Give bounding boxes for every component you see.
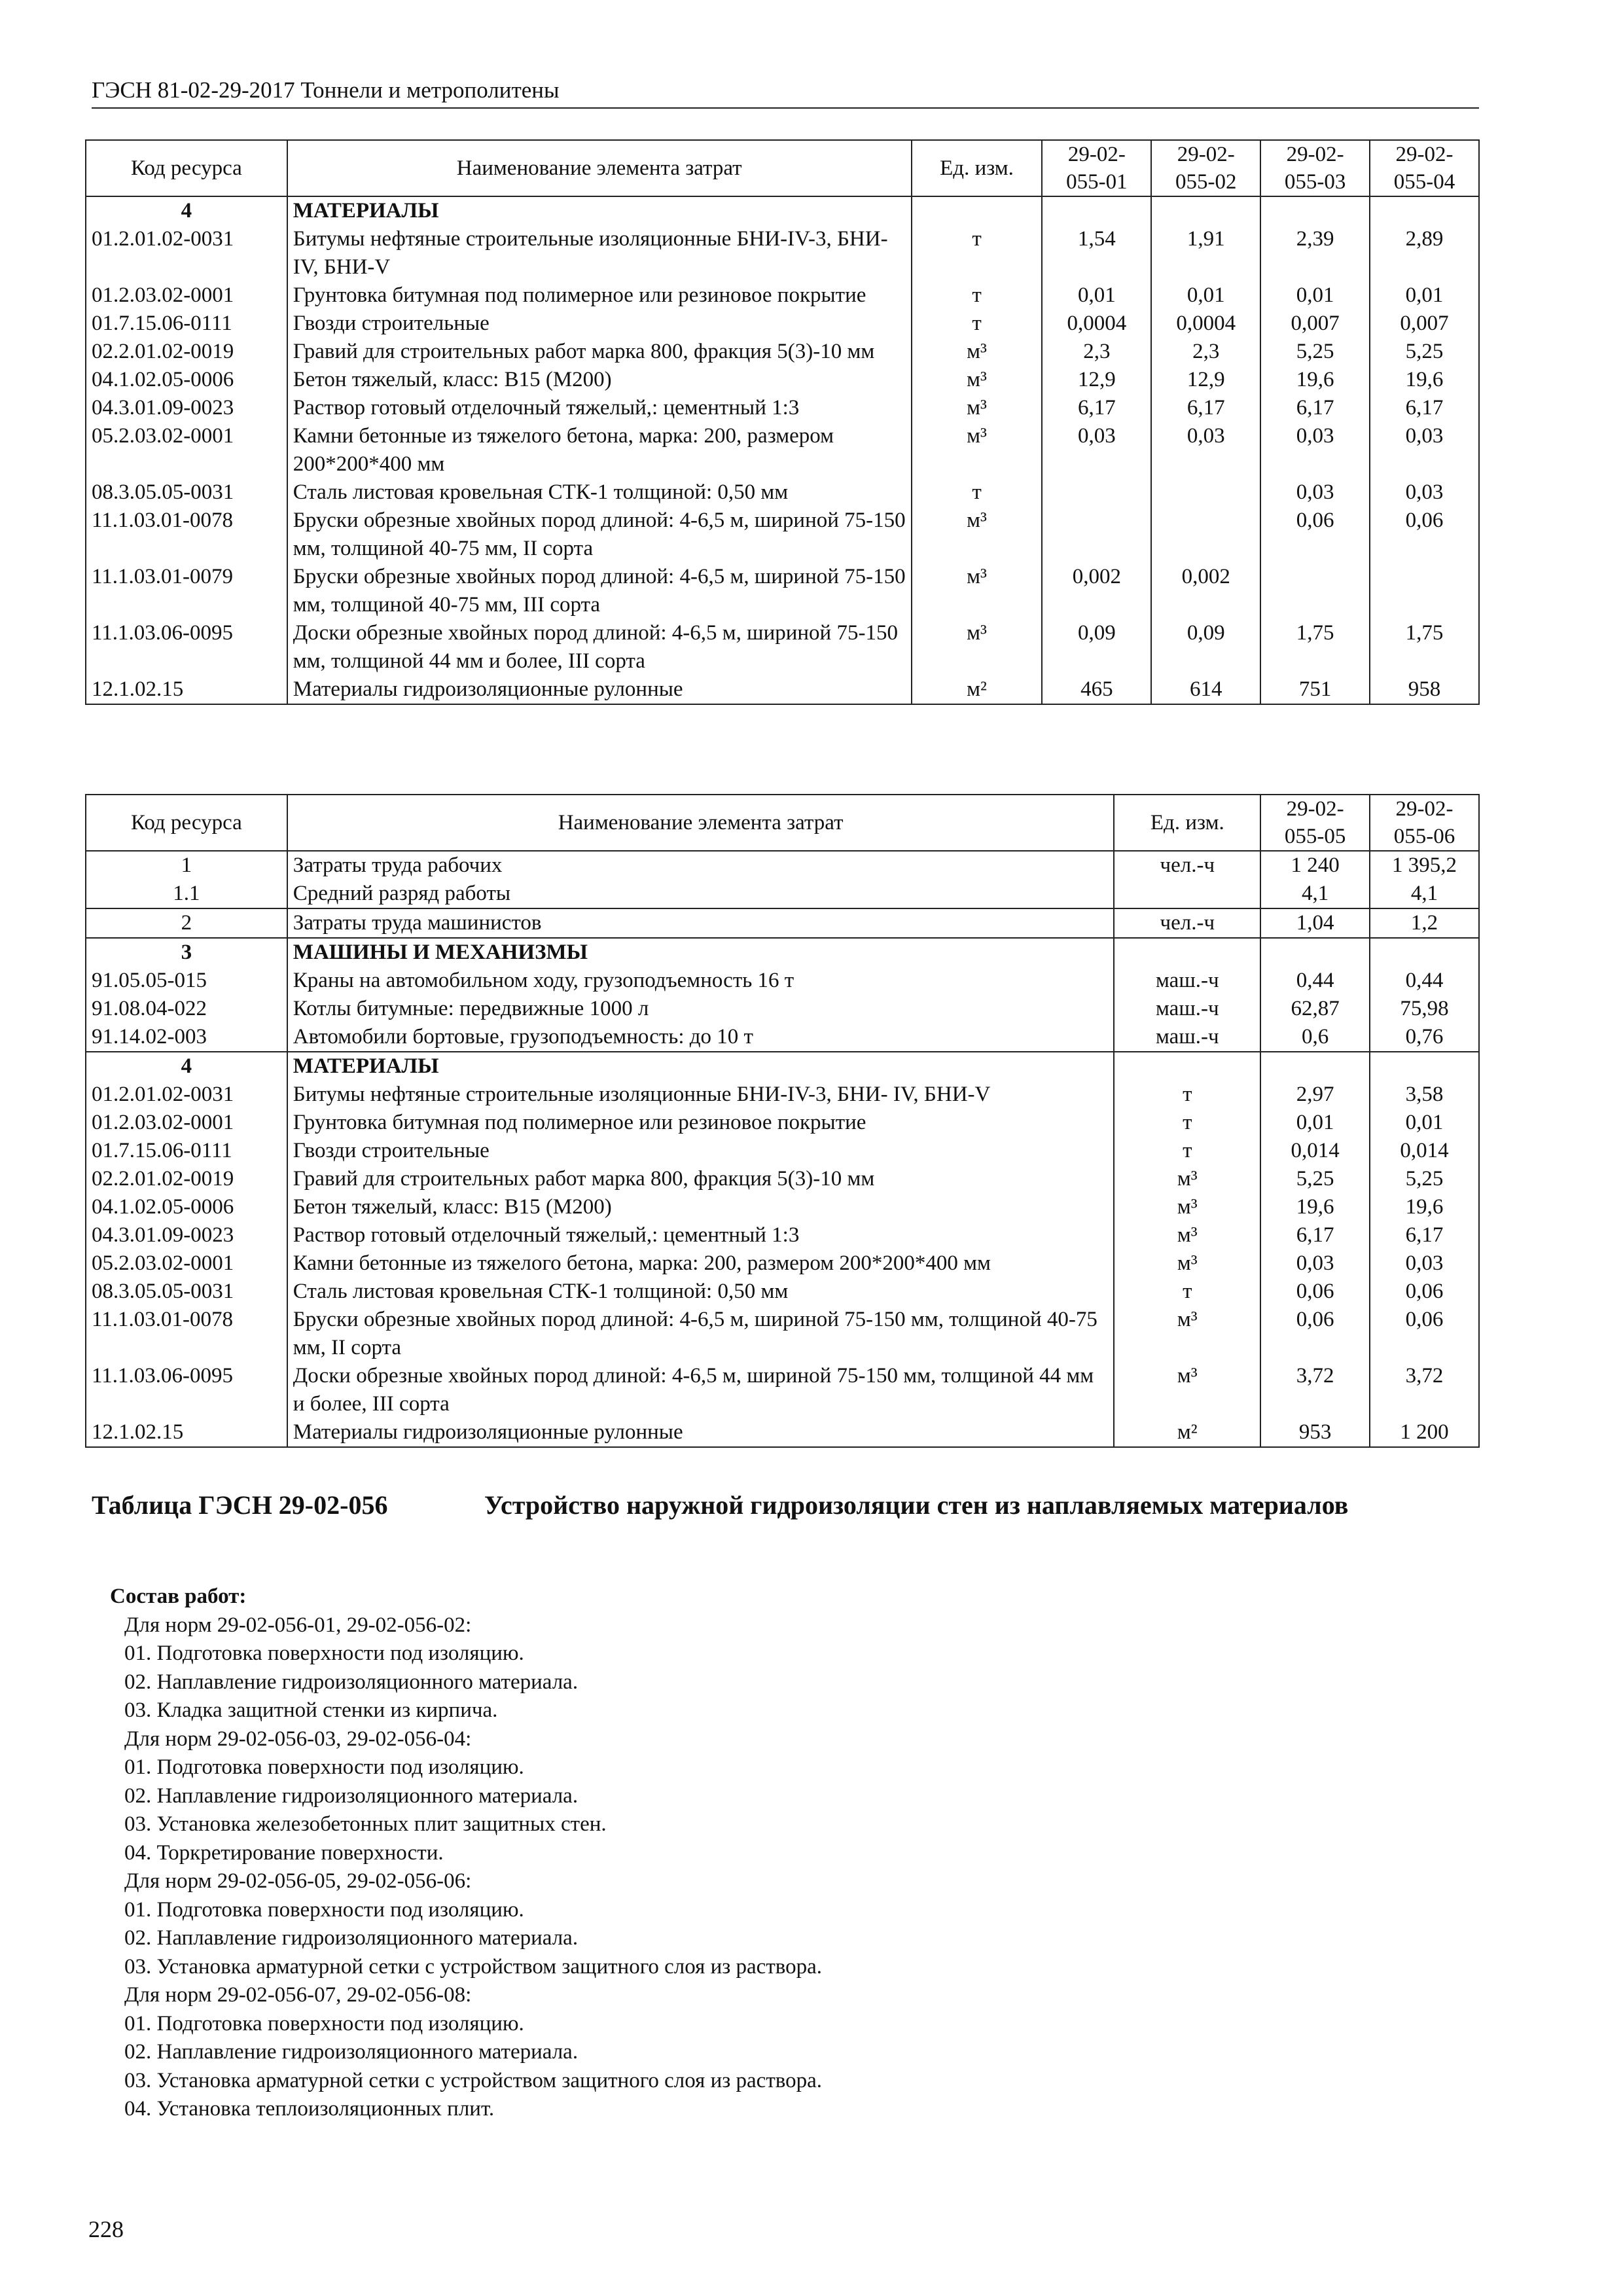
resource-name: Бруски обрезные хвойных пород длиной: 4-6,5 м, шириной 75-150 мм, толщиной 40-75 мм, II сорта [287, 507, 912, 563]
work-item: 01. Подготовка поверхности под изоляцию. [124, 1897, 524, 1922]
value-cell: 958 [1370, 675, 1479, 704]
work-item: 02. Наплавление гидроизоляционного материала. [124, 2040, 579, 2064]
value-cell [1151, 507, 1260, 563]
column-header: Ед. изм. [912, 140, 1043, 196]
unit: м³ [912, 422, 1043, 478]
section-row [86, 1052, 1479, 1081]
value-cell: 1 395,2 [1370, 851, 1479, 880]
value-cell: 1 200 [1370, 1418, 1479, 1447]
unit: маш.-ч [1114, 995, 1260, 1023]
resource-name: Камни бетонные из тяжелого бетона, марка: 200, размером 200*200*400 мм [287, 1249, 1115, 1278]
value-cell: 5,25 [1260, 1165, 1370, 1193]
value-cell: 0,06 [1260, 1278, 1370, 1306]
column-header: Наименование элемента затрат [287, 795, 1115, 851]
value-cell: 0,6 [1260, 1023, 1370, 1052]
resource-code: 11.1.03.06-0095 [86, 1362, 287, 1418]
value-cell: 0,01 [1370, 1109, 1479, 1137]
value-cell: 2,97 [1260, 1081, 1370, 1109]
table-row [86, 1137, 1479, 1165]
header-title: ГЭСН 81-02-29-2017 Тоннели и метрополитены [92, 77, 560, 103]
work-composition [110, 1583, 822, 2124]
table-row [86, 880, 1479, 908]
table-row [86, 422, 1479, 478]
unit: м³ [1114, 1249, 1260, 1278]
caption-title: Устройство наружной гидроизоляции стен из наплавляемых материалов [484, 1490, 1349, 1520]
value-cell: 751 [1260, 675, 1370, 704]
unit [912, 196, 1043, 225]
unit: чел.-ч [1114, 908, 1260, 938]
value-cell: 953 [1260, 1418, 1370, 1447]
value-cell: 0,06 [1260, 507, 1370, 563]
value-cell [1042, 478, 1151, 507]
work-item: Для норм 29-02-056-03, 29-02-056-04: [124, 1727, 472, 1751]
resource-code: 01.2.01.02-0031 [86, 1081, 287, 1109]
resource-code: 12.1.02.15 [86, 675, 287, 704]
resource-code: 01.2.03.02-0001 [86, 1109, 287, 1137]
value-cell: 0,01 [1260, 281, 1370, 310]
column-header: 29-02- 055-01 [1042, 140, 1151, 196]
table-row [86, 1193, 1479, 1221]
unit: м³ [912, 619, 1043, 675]
resource-code: 04.3.01.09-0023 [86, 394, 287, 422]
column-header: 29-02- 055-02 [1151, 140, 1260, 196]
table-row [86, 1249, 1479, 1278]
table-row [86, 1306, 1479, 1362]
work-composition-heading: Состав работ: [110, 1585, 247, 1608]
unit [1114, 938, 1260, 967]
table-header-row [86, 140, 1479, 196]
value-cell: 0,03 [1151, 422, 1260, 478]
resource-name: Гравий для строительных работ марка 800, фракция 5(3)-10 мм [287, 338, 912, 366]
section-title: МАШИНЫ И МЕХАНИЗМЫ [287, 938, 1115, 967]
value-cell: 6,17 [1042, 394, 1151, 422]
resource-name: Раствор готовый отделочный тяжелый,: цементный 1:3 [287, 1221, 1115, 1249]
resource-code: 2 [86, 908, 287, 938]
resource-name: Средний разряд работы [287, 880, 1115, 908]
running-header [92, 77, 1479, 109]
value-cell: 0,76 [1370, 1023, 1479, 1052]
value-cell [1260, 196, 1370, 225]
resource-name: Гравий для строительных работ марка 800, фракция 5(3)-10 мм [287, 1165, 1115, 1193]
unit: м³ [912, 338, 1043, 366]
section-title: МАТЕРИАЛЫ [287, 196, 912, 225]
work-item: 02. Наплавление гидроизоляционного материала. [124, 1670, 579, 1694]
value-cell: 19,6 [1370, 366, 1479, 394]
unit: м³ [1114, 1165, 1260, 1193]
value-cell: 4,1 [1260, 880, 1370, 908]
resource-name: Грунтовка битумная под полимерное или резиновое покрытие [287, 1109, 1115, 1137]
value-cell: 614 [1151, 675, 1260, 704]
caption-label: Таблица ГЭСН 29-02-056 [92, 1490, 388, 1520]
resource-name: Затраты труда рабочих [287, 851, 1115, 880]
work-item: Для норм 29-02-056-07, 29-02-056-08: [124, 1983, 472, 2007]
value-cell [1260, 563, 1370, 619]
value-cell: 0,03 [1370, 1249, 1479, 1278]
table-row [86, 394, 1479, 422]
table-row [86, 1221, 1479, 1249]
column-header: 29-02- 055-06 [1370, 795, 1479, 851]
value-cell: 6,17 [1151, 394, 1260, 422]
value-cell: 1,54 [1042, 225, 1151, 281]
value-cell: 12,9 [1151, 366, 1260, 394]
work-item: 04. Установка теплоизоляционных плит. [124, 2097, 495, 2121]
unit: м³ [1114, 1193, 1260, 1221]
value-cell: 2,39 [1260, 225, 1370, 281]
value-cell: 1,75 [1260, 619, 1370, 675]
resource-name: Бруски обрезные хвойных пород длиной: 4-6,5 м, шириной 75-150 мм, толщиной 40-75 мм, II сорта [287, 1306, 1115, 1362]
value-cell: 0,01 [1151, 281, 1260, 310]
value-cell: 75,98 [1370, 995, 1479, 1023]
value-cell: 1,75 [1370, 619, 1479, 675]
resource-code: 91.08.04-022 [86, 995, 287, 1023]
value-cell: 0,014 [1260, 1137, 1370, 1165]
column-header: Код ресурса [86, 140, 287, 196]
table-row [86, 507, 1479, 563]
value-cell: 0,0004 [1151, 310, 1260, 338]
resource-name: Камни бетонные из тяжелого бетона, марка: 200, размером 200*200*400 мм [287, 422, 912, 478]
value-cell: 5,25 [1370, 1165, 1479, 1193]
unit: т [912, 478, 1043, 507]
resource-code: 05.2.03.02-0001 [86, 1249, 287, 1278]
value-cell: 6,17 [1260, 394, 1370, 422]
resource-name: Материалы гидроизоляционные рулонные [287, 1418, 1115, 1447]
value-cell: 3,72 [1260, 1362, 1370, 1418]
value-cell: 0,007 [1370, 310, 1479, 338]
work-item: 02. Наплавление гидроизоляционного материала. [124, 1926, 579, 1950]
resource-name: Битумы нефтяные строительные изоляционные БНИ-IV-3, БНИ- IV, БНИ-V [287, 1081, 1115, 1109]
work-item: 01. Подготовка поверхности под изоляцию. [124, 2011, 524, 2036]
resource-name: Доски обрезные хвойных пород длиной: 4-6,5 м, шириной 75-150 мм, толщиной 44 мм и более, III сорта [287, 1362, 1115, 1418]
section-row [86, 196, 1479, 225]
table-row [86, 675, 1479, 704]
value-cell [1370, 1052, 1479, 1081]
value-cell: 5,25 [1260, 338, 1370, 366]
table-row [86, 1278, 1479, 1306]
value-cell: 62,87 [1260, 995, 1370, 1023]
resource-name: Грунтовка битумная под полимерное или резиновое покрытие [287, 281, 912, 310]
value-cell: 1,91 [1151, 225, 1260, 281]
unit: чел.-ч [1114, 851, 1260, 880]
resource-code: 11.1.03.01-0078 [86, 1306, 287, 1362]
value-cell: 6,17 [1370, 394, 1479, 422]
unit: м³ [912, 366, 1043, 394]
resource-name: Материалы гидроизоляционные рулонные [287, 675, 912, 704]
unit: м³ [912, 563, 1043, 619]
resource-name: Бруски обрезные хвойных пород длиной: 4-6,5 м, шириной 75-150 мм, толщиной 40-75 мм, III сорта [287, 563, 912, 619]
table-row [86, 1362, 1479, 1418]
value-cell: 0,09 [1151, 619, 1260, 675]
table-row [86, 619, 1479, 675]
section-title: МАТЕРИАЛЫ [287, 1052, 1115, 1081]
value-cell [1151, 478, 1260, 507]
resource-table-055-05-06 [85, 794, 1480, 1448]
table-row [86, 851, 1479, 880]
unit: т [912, 281, 1043, 310]
column-header: 29-02- 055-05 [1260, 795, 1370, 851]
resource-code: 01.7.15.06-0111 [86, 310, 287, 338]
resource-code: 05.2.03.02-0001 [86, 422, 287, 478]
work-item: Для норм 29-02-056-01, 29-02-056-02: [124, 1613, 472, 1637]
value-cell: 0,06 [1370, 507, 1479, 563]
value-cell: 0,44 [1370, 967, 1479, 995]
value-cell [1370, 563, 1479, 619]
resource-code: 4 [86, 1052, 287, 1081]
value-cell: 19,6 [1260, 366, 1370, 394]
unit: т [912, 225, 1043, 281]
resource-name: Бетон тяжелый, класс: В15 (М200) [287, 366, 912, 394]
resource-name: Гвозди строительные [287, 1137, 1115, 1165]
resource-name: Доски обрезные хвойных пород длиной: 4-6,5 м, шириной 75-150 мм, толщиной 44 мм и более, III сорта [287, 619, 912, 675]
resource-name: Битумы нефтяные строительные изоляционные БНИ-IV-3, БНИ- IV, БНИ-V [287, 225, 912, 281]
unit: м³ [912, 507, 1043, 563]
value-cell: 0,03 [1260, 1249, 1370, 1278]
resource-code: 08.3.05.05-0031 [86, 478, 287, 507]
value-cell: 5,25 [1370, 338, 1479, 366]
resource-code: 04.3.01.09-0023 [86, 1221, 287, 1249]
work-item: 04. Торкретирование поверхности. [124, 1840, 444, 1865]
resource-name: Сталь листовая кровельная СТК-1 толщиной: 0,50 мм [287, 478, 912, 507]
value-cell: 0,0004 [1042, 310, 1151, 338]
resource-code: 01.2.03.02-0001 [86, 281, 287, 310]
value-cell: 0,03 [1260, 478, 1370, 507]
resource-name: Бетон тяжелый, класс: В15 (М200) [287, 1193, 1115, 1221]
work-item: Для норм 29-02-056-05, 29-02-056-06: [124, 1869, 472, 1893]
table-row [86, 310, 1479, 338]
work-item: 03. Установка железобетонных плит защитных стен. [124, 1812, 607, 1836]
table-row [86, 995, 1479, 1023]
value-cell: 6,17 [1260, 1221, 1370, 1249]
unit: м² [1114, 1418, 1260, 1447]
table-row [86, 908, 1479, 938]
resource-code: 02.2.01.02-0019 [86, 338, 287, 366]
table-row [86, 281, 1479, 310]
value-cell: 2,3 [1151, 338, 1260, 366]
resource-code: 91.05.05-015 [86, 967, 287, 995]
work-item: 03. Установка арматурной сетки с устройством защитного слоя из раствора. [124, 2068, 822, 2092]
table-row [86, 478, 1479, 507]
value-cell [1370, 938, 1479, 967]
resource-name: Раствор готовый отделочный тяжелый,: цементный 1:3 [287, 394, 912, 422]
work-item: 02. Наплавление гидроизоляционного материала. [124, 1784, 579, 1808]
resource-name: Сталь листовая кровельная СТК-1 толщиной: 0,50 мм [287, 1278, 1115, 1306]
unit: м³ [1114, 1306, 1260, 1362]
table-row [86, 225, 1479, 281]
column-header: Наименование элемента затрат [287, 140, 912, 196]
value-cell: 0,06 [1260, 1306, 1370, 1362]
page-number: 228 [88, 2216, 124, 2242]
resource-code: 1 [86, 851, 287, 880]
value-cell: 0,03 [1260, 422, 1370, 478]
value-cell: 0,03 [1042, 422, 1151, 478]
value-cell: 0,09 [1042, 619, 1151, 675]
unit: т [1114, 1278, 1260, 1306]
value-cell: 0,01 [1370, 281, 1479, 310]
work-item: 03. Установка арматурной сетки с устройством защитного слоя из раствора. [124, 1954, 822, 1979]
value-cell: 19,6 [1370, 1193, 1479, 1221]
unit: маш.-ч [1114, 1023, 1260, 1052]
value-cell: 6,17 [1370, 1221, 1479, 1249]
unit: м³ [1114, 1362, 1260, 1418]
value-cell: 0,06 [1370, 1278, 1479, 1306]
resource-code: 08.3.05.05-0031 [86, 1278, 287, 1306]
value-cell [1151, 196, 1260, 225]
unit [1114, 880, 1260, 908]
resource-table-055-01-04 [85, 139, 1480, 705]
resource-code: 02.2.01.02-0019 [86, 1165, 287, 1193]
resource-name: Краны на автомобильном ходу, грузоподъемность 16 т [287, 967, 1115, 995]
resource-name: Гвозди строительные [287, 310, 912, 338]
unit: т [1114, 1109, 1260, 1137]
value-cell: 2,3 [1042, 338, 1151, 366]
work-item: 03. Кладка защитной стенки из кирпича. [124, 1698, 498, 1722]
work-item: 01. Подготовка поверхности под изоляцию. [124, 1755, 524, 1779]
resource-code: 04.1.02.05-0006 [86, 366, 287, 394]
table-row [86, 563, 1479, 619]
resource-code: 11.1.03.01-0079 [86, 563, 287, 619]
resource-code: 01.7.15.06-0111 [86, 1137, 287, 1165]
table-header-row [86, 795, 1479, 851]
table-row [86, 1165, 1479, 1193]
unit: м² [912, 675, 1043, 704]
value-cell: 0,44 [1260, 967, 1370, 995]
column-header: 29-02- 055-03 [1260, 140, 1370, 196]
table-row [86, 1418, 1479, 1447]
value-cell: 0,01 [1042, 281, 1151, 310]
resource-code: 4 [86, 196, 287, 225]
table-row [86, 1109, 1479, 1137]
value-cell [1042, 196, 1151, 225]
value-cell: 0,03 [1370, 422, 1479, 478]
value-cell: 0,014 [1370, 1137, 1479, 1165]
value-cell: 4,1 [1370, 880, 1479, 908]
resource-name: Автомобили бортовые, грузоподъемность: до 10 т [287, 1023, 1115, 1052]
value-cell [1370, 196, 1479, 225]
column-header: Ед. изм. [1114, 795, 1260, 851]
value-cell: 2,89 [1370, 225, 1479, 281]
unit: м³ [1114, 1221, 1260, 1249]
resource-code: 11.1.03.06-0095 [86, 619, 287, 675]
unit: т [1114, 1137, 1260, 1165]
work-item: 01. Подготовка поверхности под изоляцию. [124, 1641, 524, 1665]
resource-code: 91.14.02-003 [86, 1023, 287, 1052]
value-cell: 0,007 [1260, 310, 1370, 338]
value-cell: 3,58 [1370, 1081, 1479, 1109]
resource-code: 3 [86, 938, 287, 967]
value-cell: 1 240 [1260, 851, 1370, 880]
unit [1114, 1052, 1260, 1081]
value-cell: 1,2 [1370, 908, 1479, 938]
resource-name: Затраты труда машинистов [287, 908, 1115, 938]
value-cell: 3,72 [1370, 1362, 1479, 1418]
value-cell: 0,06 [1370, 1306, 1479, 1362]
table-row [86, 366, 1479, 394]
resource-code: 12.1.02.15 [86, 1418, 287, 1447]
value-cell [1042, 507, 1151, 563]
unit: т [1114, 1081, 1260, 1109]
value-cell: 0,002 [1151, 563, 1260, 619]
value-cell [1260, 1052, 1370, 1081]
value-cell: 0,002 [1042, 563, 1151, 619]
value-cell [1260, 938, 1370, 967]
value-cell: 12,9 [1042, 366, 1151, 394]
resource-code: 1.1 [86, 880, 287, 908]
table-row [86, 1081, 1479, 1109]
resource-code: 01.2.01.02-0031 [86, 225, 287, 281]
resource-code: 04.1.02.05-0006 [86, 1193, 287, 1221]
unit: м³ [912, 394, 1043, 422]
value-cell: 0,03 [1370, 478, 1479, 507]
value-cell: 0,01 [1260, 1109, 1370, 1137]
section-row [86, 938, 1479, 967]
unit: маш.-ч [1114, 967, 1260, 995]
table-row [86, 967, 1479, 995]
unit: т [912, 310, 1043, 338]
column-header: 29-02- 055-04 [1370, 140, 1479, 196]
column-header: Код ресурса [86, 795, 287, 851]
value-cell: 465 [1042, 675, 1151, 704]
table-row [86, 1023, 1479, 1052]
table-row [86, 338, 1479, 366]
resource-code: 11.1.03.01-0078 [86, 507, 287, 563]
value-cell: 19,6 [1260, 1193, 1370, 1221]
value-cell: 1,04 [1260, 908, 1370, 938]
resource-name: Котлы битумные: передвижные 1000 л [287, 995, 1115, 1023]
